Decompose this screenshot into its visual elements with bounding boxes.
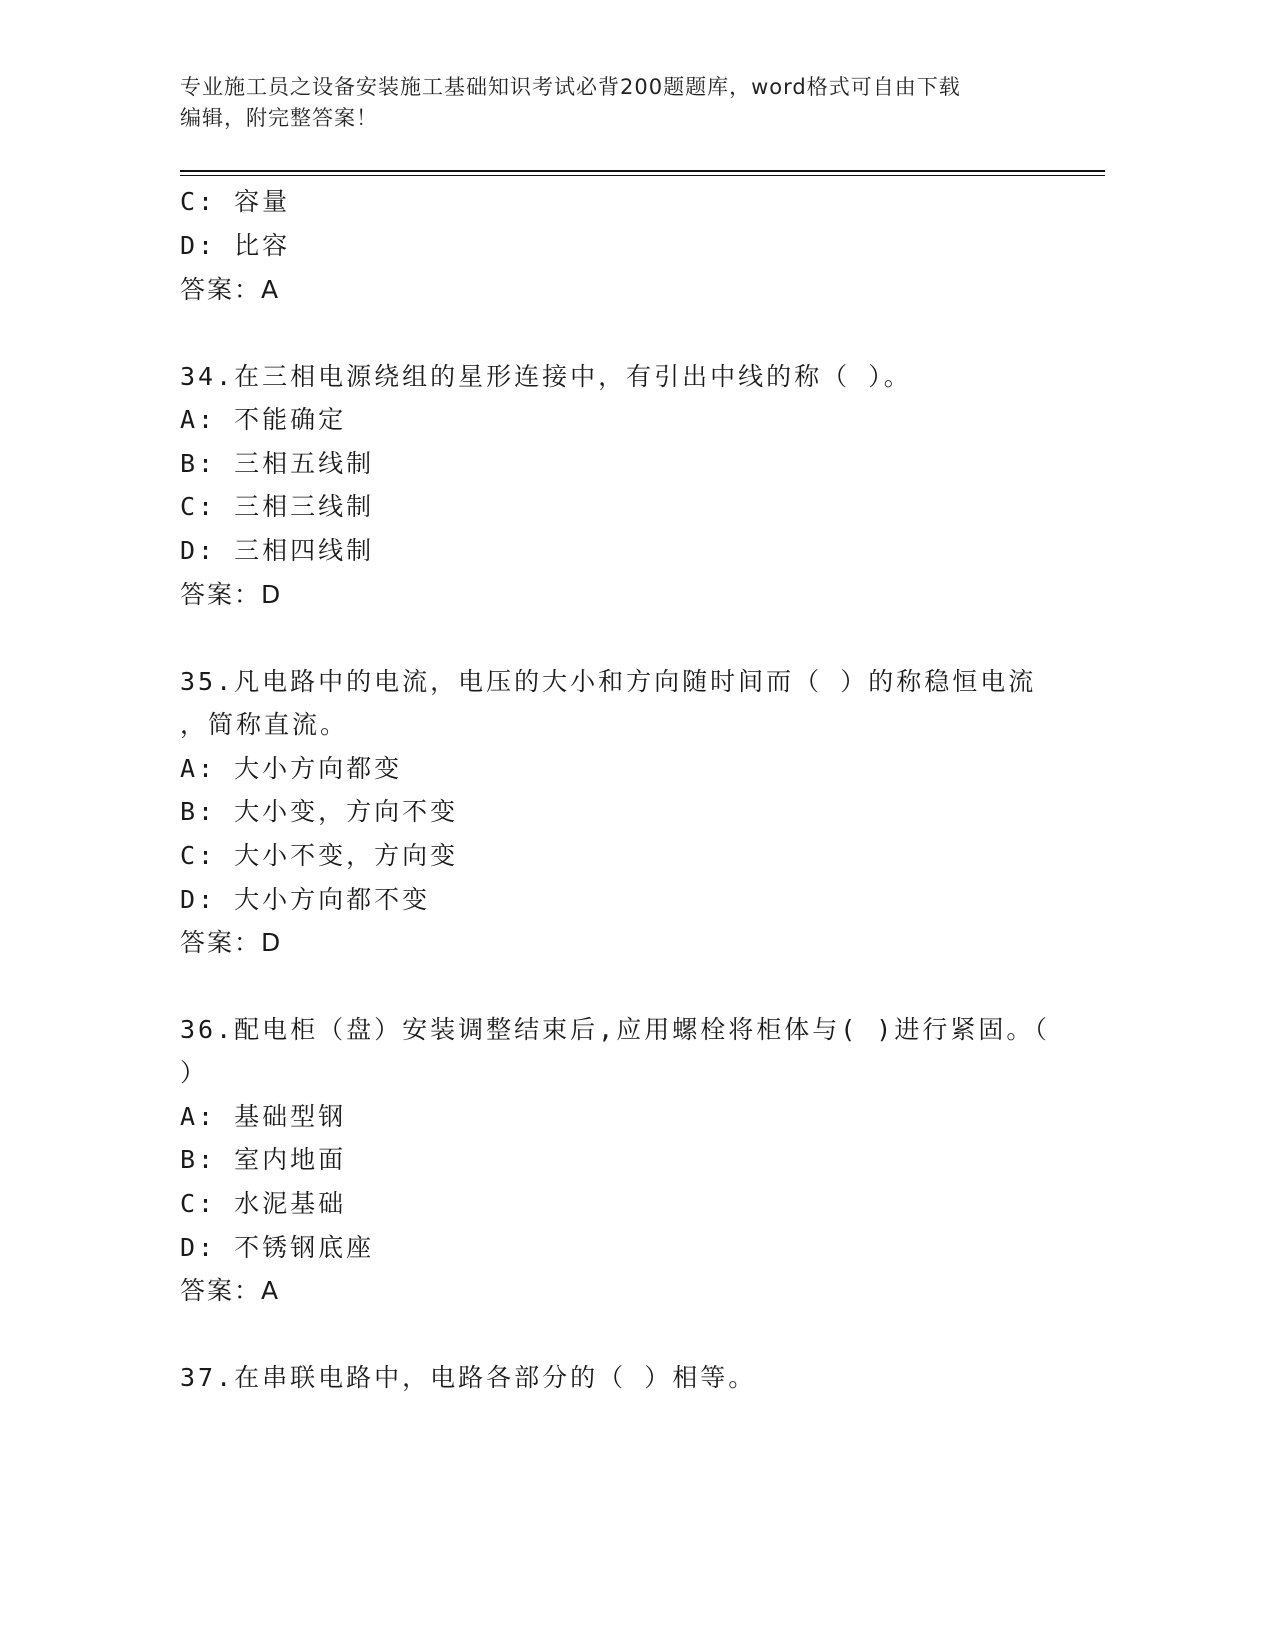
q33-answer: 答案：A (180, 275, 281, 304)
q36-option-d: D: 不锈钢底座 (180, 1233, 375, 1262)
header-divider-thin (180, 175, 1105, 176)
header-divider-thick (180, 170, 1105, 172)
q34-option-d: D: 三相四线制 (180, 536, 375, 565)
q34-stem: 34.在三相电源绕组的星形连接中，有引出中线的称（ ）。 (180, 362, 912, 391)
q36-stem-line-2: ） (180, 1058, 209, 1087)
q35-option-b: B: 大小变，方向不变 (180, 797, 459, 826)
document-header (180, 72, 1040, 134)
q36-option-b: B: 室内地面 (180, 1145, 347, 1174)
q34-option-b: B: 三相五线制 (180, 449, 375, 478)
q35-option-d: D: 大小方向都不变 (180, 885, 431, 914)
q35-stem-line-2: ，简称直流。 (180, 710, 349, 739)
q36-answer: 答案：A (180, 1276, 281, 1305)
q33-option-c: C: 容量 (180, 187, 291, 216)
header-title-line-2: 编辑，附完整答案！ (180, 106, 378, 130)
q35-option-a: A: 大小方向都变 (180, 754, 403, 783)
q34-option-c: C: 三相三线制 (180, 492, 375, 521)
q35-answer: 答案：D (180, 928, 283, 957)
q35-stem-line-1: 35.凡电路中的电流，电压的大小和方向随时间而（ ）的称稳恒电流 (180, 667, 1037, 696)
q36-stem-line-1: 36.配电柜（盘）安装调整结束后,应用螺栓将柜体与( )进行紧固。（ (180, 1015, 1050, 1044)
q36-option-c: C: 水泥基础 (180, 1189, 347, 1218)
q34-answer: 答案：D (180, 580, 283, 609)
header-title-line-1: 专业施工员之设备安装施工基础知识考试必背200题题库，word格式可自由下载 (180, 75, 961, 99)
q37-stem: 37.在串联电路中，电路各部分的（ ）相等。 (180, 1363, 757, 1392)
q35-option-c: C: 大小不变，方向变 (180, 841, 459, 870)
q33-option-d: D: 比容 (180, 231, 291, 260)
q34-option-a: A: 不能确定 (180, 405, 347, 434)
q36-option-a: A: 基础型钢 (180, 1102, 347, 1131)
